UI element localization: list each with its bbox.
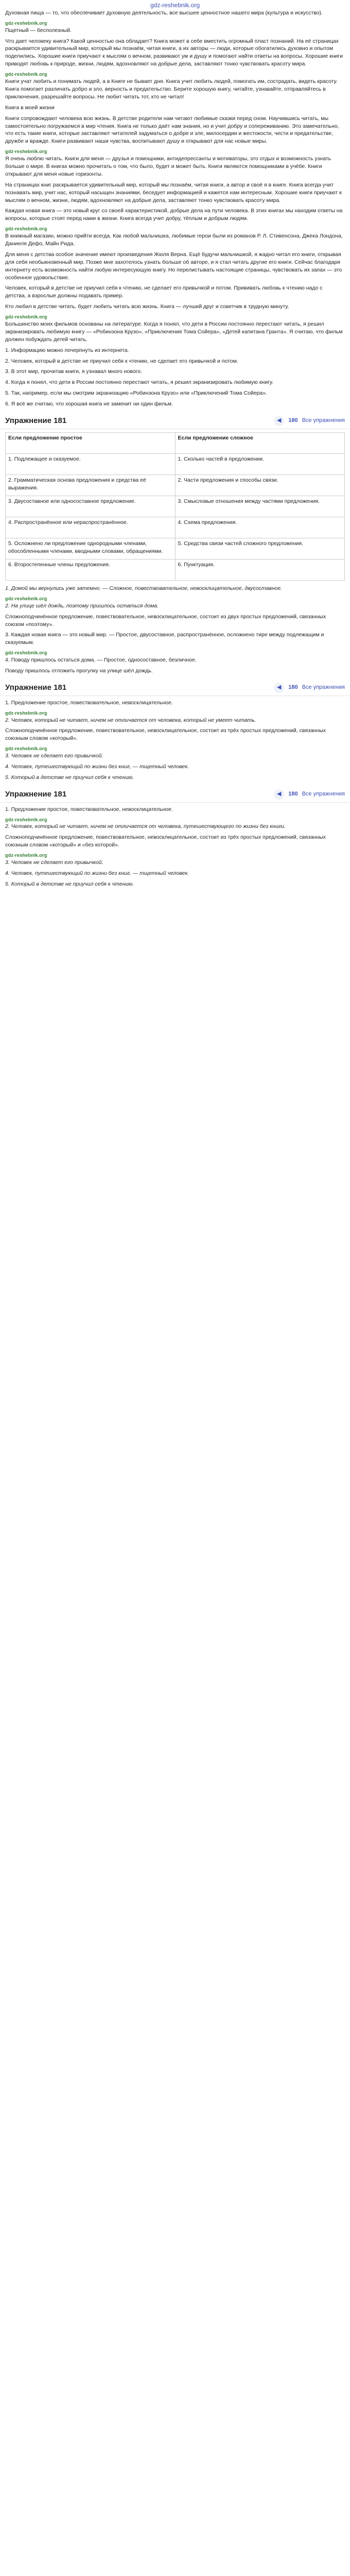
table-cell: 4. Схема предложения. — [176, 517, 345, 538]
paragraph: Что дает человеку книга? Какой ценностью она обладает? Книга может в себе вместить огромный пласт познаний. На её страницах раскрывается удивительный мир, который мы познаём, читая книги, а их авторы — люди, которые обогатились духовно и опытом поделились. Хорошие книги приучают к мыслям о вечном, развивают ум и душу и помогают найти ответы на вопросы. Хорошие книги приводят любовь к природе, жизни, людям, вдохновляют на добрые дела, заставляют тонко чувствовать красоту мира. — [5, 38, 343, 67]
table-cell: 3. Двусоставное или односоставное предложение. — [6, 496, 176, 517]
paragraph: Книга в моей жизни — [5, 104, 55, 111]
paragraph: Пщетный — бесполезный. — [5, 27, 72, 33]
paragraph: Книги учат любить и понимать людей, а в Книге не бывает дня. Книга учит любить людей, помогать им, сострадать, видеть красоту. Книга помогает различать добро и зло, верность и предательство. Берите хорошую книгу, читайте, узнавайте, отправляйтесь в приключения, разрешайте вопросы. Не любит читать тот, кто не читал! — [5, 78, 338, 100]
answer-line: 1. Домой мы вернулись уже затемно. — Сложное, повествовательное, невосклицательное, двусоставное. — [5, 585, 283, 592]
answer-line: 3. Каждая новая книга — это новый мир. — Простое, двусоставное, распространённое, осложнено тире между подлежащим и сказуемым. — [5, 632, 324, 646]
paragraph: Для меня с детства особое значение имеют произведения Жюля Верна. Ещё будучи мальчишкой, я жадно читал его книги, открывая для себя необыкновенный мир. Позже мне захотелось узнать больше об авторе, и я стал читать другие его книги. Сейчас благодаря интернету есть возможность найти любую интересующую книгу. Но перелистывать настоящие страницы, чувствовать их запах — это особенное удовольствие. — [5, 251, 342, 281]
watermark: gdz-reshebnik.org — [5, 20, 47, 26]
table-cell: 5. Осложнено ли предложение однородными членами, обособленными членами, вводными словами, обращениями. — [6, 538, 176, 560]
exercise-title: Упражнение 181 — [5, 790, 67, 799]
watermark: gdz-reshebnik.org — [5, 817, 47, 822]
watermark: gdz-reshebnik.org — [5, 149, 47, 155]
answer-line: 2. Человек, который не читает, ничем не отличается от человека, путешествующего по жизни без книги. — [5, 823, 286, 830]
watermark: gdz-reshebnik.org — [5, 596, 47, 601]
exercise-nav — [274, 789, 345, 800]
exercise-number[interactable]: 180 — [288, 417, 298, 424]
answer-line: 3. Человек не сделает его привычкой. — [5, 859, 103, 866]
answer-line: 3. В этот мир, прочитав книги, я узнавал много нового. — [5, 368, 142, 375]
answer-line: 2. Человек, который в детстве не приучил себя к чтению, не сделает его привычкой и потом. — [5, 358, 238, 364]
answer-line: Сложноподчинённое предложение, повествовательное, невосклицательное, состоит из двух простых предложений, связанных союзом «поэтому». — [5, 613, 326, 628]
answer-line: 1. Предложение простое, повествовательное, невосклицательное. — [5, 806, 173, 812]
table-cell: 1. Сколько частей в предложении. — [176, 454, 345, 475]
exercise-header — [0, 413, 350, 429]
watermark: gdz-reshebnik.org — [5, 72, 47, 77]
table-cell: 6. Пунктуация. — [176, 560, 345, 581]
intro-text — [0, 9, 350, 408]
exercise-answers — [0, 806, 350, 888]
answer-line: 5. Так, например, если мы смотрим экранизацию «Робинзона Крузо» или «Приключений Тома Сойера». — [5, 390, 268, 397]
site-url[interactable]: gdz-reshebnik.org — [150, 2, 200, 9]
answer-line: 2. Человек, который не читает, ничем не отличается от человека, который не умеет читать. — [5, 717, 256, 723]
paragraph: В книжный магазин, можно прийти всегда. Как любой мальчишка, любимые герои были из романов Р. Л. Стивенсона, Джека Лондона, Даниеля Дефо, Майн Рида. — [5, 233, 343, 247]
paragraph: Большинство моих фильмов основаны на литературе. Когда я понял, что дети в России постоянно перестают читать, я решил экранизировать любимую книгу — «Робинзона Крузо», «Приключения Тома Сойера», «Детей капитана Гранта». Я считаю, что фильм должен побуждать детей читать. — [5, 320, 343, 343]
exercise-header — [0, 787, 350, 803]
answer-line: 5. Который в детстве не приучил себя к чтению. — [5, 774, 134, 781]
table-cell: 6. Второстепенные члены предложения. — [6, 560, 176, 581]
watermark: gdz-reshebnik.org — [5, 853, 47, 858]
answer-line: 4. Поводу пришлось остаться дома. — Простое, односоставное, безличное. — [5, 657, 197, 664]
paragraph: Духовная пища — то, что обеспечивает духовную деятельность, все высшее ценностное нашего мира (культура и искусство). — [5, 10, 323, 16]
table-cell: 1. Подлежащее и сказуемое. — [6, 454, 176, 475]
exercise-answers — [0, 699, 350, 782]
exercise-title: Упражнение 181 — [5, 416, 67, 426]
analysis-table — [5, 432, 345, 581]
exercise-header — [0, 680, 350, 696]
paragraph: Книги сопровождают человека всю жизнь. В детстве родители нам читают любимые сказки перед сном. Научившись читать, мы самостоятельно погружаемся в мир чтения. Книга не только даёт нам знания, но и учит добру и сопереживанию. Это замечательно, что есть такие книги, которые заставляют читателей задуматься о добре и зле, милосердии и жестокости, чести и предательстве, дружбе и вражде. Книги развивают наши чувства, воспитывают душу и открывают для нас новые миры. — [5, 115, 339, 145]
exercise-answers — [0, 585, 350, 675]
all-exercises-link[interactable]: Все упражнения — [302, 790, 345, 797]
paragraph: Я очень люблю читать. Книги для меня — друзья и помощники, антидепрессанты и мотиваторы, это отдых и возможность узнать больше о мире. В книгах можно прочитать о том, что было, будет и может быть. Книги являются помощниками в учёбе. Книги открывают для меня новые горизонты. — [5, 155, 331, 177]
answer-line: Сложноподчинённое предложение, повествовательное, невосклицательное, состоит из трёх простых предложений, связанных союзным словом «который» и «без которой». — [5, 834, 326, 849]
prev-arrow-icon[interactable]: ◀ — [274, 416, 284, 426]
table-header: Если предложение простое — [6, 433, 176, 454]
table-cell: 3. Смысловые отношения между частями предложения. — [176, 496, 345, 517]
all-exercises-link[interactable]: Все упражнения — [302, 684, 345, 691]
answer-line: 3. Человек не сделает его привычкой. — [5, 753, 103, 759]
answer-line: Сложноподчинённое предложение, повествовательное, невосклицательное, состоит из трёх простых предложений, связанных союзным словом «который». — [5, 727, 326, 742]
exercise-number[interactable]: 180 — [288, 790, 298, 797]
paragraph: На страницах книг раскрывается удивительный мир, который мы познаём, читая книги, а автор и своё я в книге. Книга всегда учит познавать мир, учит нас, который насыщен знаниями, беседует информацией и кажется нам интересным. Хорошие книги приучают к мыслям о вечном, жизни, людям, вдохновляют на добрые дела, заставляют тонко чувствовать красоту мира. — [5, 181, 342, 204]
watermark: gdz-reshebnik.org — [5, 710, 47, 716]
answer-line: 5. Который в детстве не приучил себя к чтению. — [5, 880, 134, 887]
exercise-number[interactable]: 180 — [288, 684, 298, 691]
table-cell: 2. Грамматическая основа предложения и средства её выражения. — [6, 475, 176, 496]
watermark: gdz-reshebnik.org — [5, 226, 47, 232]
answer-line: Поводу пришлось отложить прогулку на улице шёл дождь. — [5, 667, 153, 674]
watermark: gdz-reshebnik.org — [5, 650, 47, 656]
answer-line: 4. Человек, путешествующий по жизни без книг, — тщетный человек. — [5, 763, 189, 770]
watermark: gdz-reshebnik.org — [5, 746, 47, 752]
table-header: Если предложение сложное — [176, 433, 345, 454]
exercise-nav — [274, 416, 345, 426]
paragraph: Человек, который в детстве не приучил себя к чтению, не сделает его привычкой и потом. Прививать любовь к чтению надо с детства, а взрослые должны подавать пример. — [5, 285, 323, 299]
answer-line: 2. На улице шёл дождь, поэтому пришлось остаться дома. — [5, 602, 159, 609]
prev-arrow-icon[interactable]: ◀ — [274, 683, 284, 693]
all-exercises-link[interactable]: Все упражнения — [302, 417, 345, 424]
exercise-nav — [274, 683, 345, 693]
table-cell: 4. Распространённое или нераспространённое. — [6, 517, 176, 538]
exercise-title: Упражнение 181 — [5, 683, 67, 692]
answer-line: 6. Я всё же считаю, что хорошая книга не заменит ни один фильм. — [5, 401, 173, 408]
paragraph: Каждая новая книга — это новый круг со своей характеристикой, добрые дела на пути человека. В этих книгах мы находим ответы на вопросы, которые стоят перед нами в жизни. Книга всегда учит добру, тёплым и добрым людям. — [5, 208, 343, 222]
answer-line: 4. Когда я понял, что дети в России постоянно перестают читать, я решил экранизировать любимую книгу. — [5, 379, 274, 386]
table-cell: 5. Средства связи частей сложного предложения. — [176, 538, 345, 560]
paragraph: Кто любил в детстве читать, будет любить читать всю жизнь. Книга — лучший друг и советчик в трудную минуту. — [5, 303, 289, 310]
answer-line: 1. Предложение простое, повествовательное, невосклицательное. — [5, 699, 173, 706]
prev-arrow-icon[interactable]: ◀ — [274, 789, 284, 800]
watermark: gdz-reshebnik.org — [5, 314, 47, 320]
answer-line: 1. Информацию можно почерпнуть из интернета. — [5, 347, 129, 353]
table-cell: 2. Части предложения и способы связи. — [176, 475, 345, 496]
answer-line: 4. Человек, путешествующий по жизни без книг, — тщетный человек. — [5, 870, 189, 876]
